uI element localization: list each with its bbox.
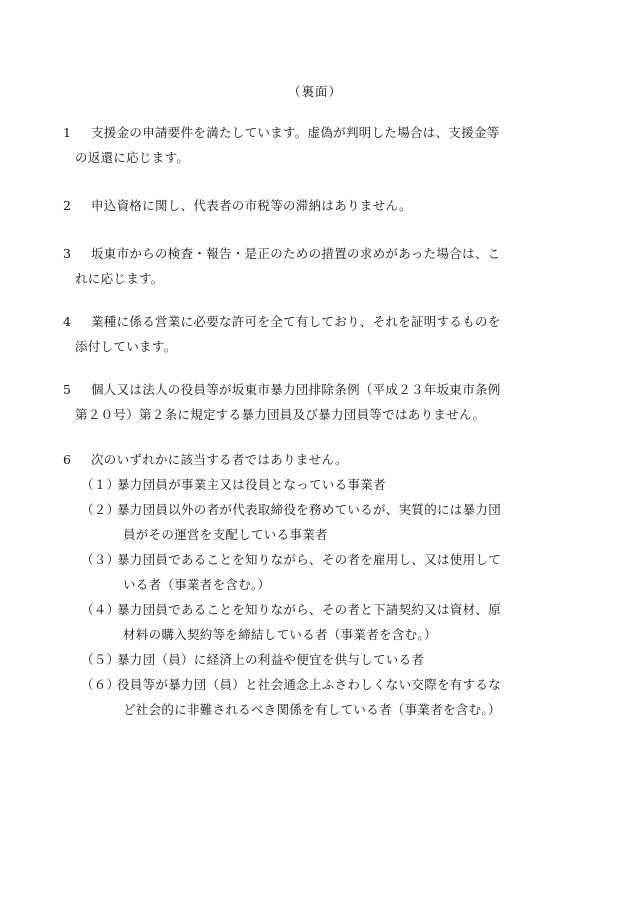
subclause-text: 材料の購入契約等を締結している者（事業者を含む。） [123, 627, 437, 642]
clause-text: 次のいずれかに該当する者ではありません。 [91, 452, 348, 467]
clause-text: の返還に応じます。 [75, 150, 190, 165]
clause-number: 3 [63, 246, 72, 261]
clause-text: 申込資格に関し、代表者の市税等の滞納はありません。 [91, 198, 412, 213]
clause-2 [63, 193, 575, 218]
subclause-text: いる者（事業者を含む。） [123, 577, 271, 592]
clause-text: 業種に係る営業に必要な許可を全て有しており、それを証明するものを [91, 314, 501, 329]
subclause-3 [81, 547, 575, 597]
clause-number: 4 [63, 314, 72, 329]
subclause-6 [81, 672, 575, 722]
subclause-text: 員がその運営を支配している事業者 [123, 527, 328, 542]
clause-number: 5 [63, 382, 72, 397]
clause-6 [63, 447, 575, 722]
clause-text: 添付しています。 [75, 339, 177, 354]
subclause-label: （３） [81, 552, 120, 567]
subclause-text: ど社会的に非難されるべき関係を有している者（事業者を含む。） [123, 702, 501, 717]
clause-text: 第２０号）第２条に規定する暴力団員及び暴力団員等ではありません。 [75, 407, 486, 422]
subclause-1 [81, 472, 575, 497]
subclause-text: 暴力団員であることを知りながら、その者を雇用し、又は使用して [117, 552, 502, 567]
clause-number: 1 [63, 125, 72, 140]
clause-text: 支援金の申請要件を満たしています。虚偽が判明した場合は、支援金等 [91, 125, 500, 140]
subclause-5 [81, 647, 575, 672]
clause-text: 個人又は法人の役員等が坂東市暴力団排除条例（平成２３年坂東市条例 [91, 382, 501, 397]
clause-1 [63, 120, 575, 170]
clause-number: 2 [63, 198, 72, 213]
subclause-label: （４） [81, 602, 120, 617]
clause-text: 坂東市からの検査・報告・是正のための措置の求めがあった場合は、こ [91, 246, 501, 261]
subclause-text: 役員等が暴力団（員）と社会通念上ふさわしくない交際を有するな [117, 677, 502, 692]
clause-text: れに応じます。 [75, 271, 164, 286]
subclause-2 [81, 497, 575, 547]
clause-5 [63, 377, 575, 427]
subclause-label: （５） [81, 652, 120, 667]
subclause-list [81, 472, 575, 722]
subclause-label: （２） [81, 502, 120, 517]
subclause-text: 暴力団員であることを知りながら、その者と下請契約又は資材、原 [117, 602, 502, 617]
subclause-text: 暴力団員以外の者が代表取締役を務めているが、実質的には暴力団 [117, 502, 502, 517]
subclause-4 [81, 597, 575, 647]
clause-3 [63, 241, 575, 291]
clause-4 [63, 309, 575, 359]
subclause-label: （６） [81, 677, 120, 692]
page-title: （裏面） [287, 84, 342, 99]
clause-number: 6 [63, 452, 72, 467]
subclause-text: 暴力団（員）に経済上の利益や便宜を供与している者 [117, 652, 425, 667]
subclause-text: 暴力団員が事業主又は役員となっている事業者 [117, 477, 386, 492]
subclause-label: （１） [81, 477, 120, 492]
